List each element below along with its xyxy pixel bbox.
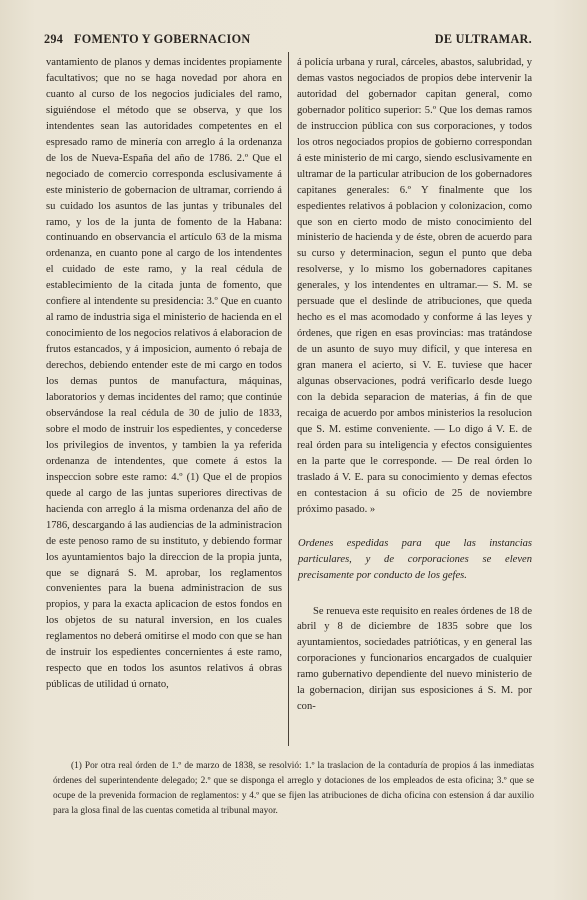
footnote-text: (1) Por otra real órden de 1.º de marzo de 1838, se resolvió: 1.º la traslacion de la contaduría de propios á las inmediatas órdenes del superintendente delegado; 2.º que se disponga el arreglo y dotaciones de los empleados de esta oficina; 3.º que se ocupe de la prevenida formacion de reglamentos: y 4.º que se fijen las atribuciones de dicha oficina con estension á dar auxilio para la glosa final de las cuentas cometida al tribunal mayor. [53, 761, 534, 817]
page-number: 294 [44, 32, 64, 46]
right-column-text: á policía urbana y rural, cárceles, abastos, salubridad, y demas vastos negociados de propios debe intervenir la autoridad del gobernador capitan general, como gobernador político superior: 5.º Que los demas ramos de instruccion pública con sus corporaciones, y todos los otros negociados propios de gobierno correspondan á este ministerio de mi cargo, siendo esclusivamente en ultramar de la particular atribucion de los gobernadores capitanes generales: 6.º Y finalmente que los espedientes relativos á poblacion y colonizacion, como que son en cierto modo de misto conocimiento del ministerio de hacienda y de éste, obren de acuerdo para su curso y determinacion, segun el punto que deba resolverse, y lo mismo los gobernadores capitanes generales, y los intendentes en ultramar.— S. M. se persuade que el deslinde de atribuciones, que queda hecho es el mas acomodado y conforme á las leyes y órdenes, que rigen en esas provincias: mas tratándose de un asunto de suyo muy difícil, y que interesa en gran manera el acierto, si V. E. tuviese que hacer algunas observaciones, podrá verificarlo desde luego con la debida separacion de materias, á fin de que recaiga de acuerdo por ambos ministerios la resolucion que S. M. estime conveniente. — Lo digo á V. E. de real órden para su inteligencia y efectos consiguientes en la parte que le corresponde. — De real órden lo traslado á V. E. para su conocimiento y demas efectos en contestacion á su oficio de 25 de noviembre próximo pasado. » [297, 57, 532, 515]
column-divider [288, 52, 289, 746]
running-title-left: FOMENTO Y GOBERNACION [74, 32, 251, 46]
right-column [297, 55, 532, 745]
footnotes [53, 759, 534, 819]
section-title: Ordenes espedidas para que las instancias particulares, y de corporaciones se eleven precisamente por conducto de los gefes. [298, 537, 532, 581]
left-column [46, 55, 282, 747]
left-column-text: vantamiento de planos y demas incidentes propiamente facultativos; que no se haga novedad por ahora en cuanto al curso de los negocios judiciales del ramo, siguiéndose el método que se observa, y que los intendentes sean las autoridades competentes en el espresado ramo de minería con arreglo á la ordenanza de los de Nueva-España del año de 1786. 2.º Que el negociado de comercio corresponda esclusivamente á este ministerio de gobernacion de ultramar, corriendo á su cuidado los asuntos de las juntas y tribunales del ramo, y los de la junta de fomento de la Habana: continuando en observancia el artículo 63 de la misma ordenanza, en cuanto pone al cargo de los intendentes el cuidado de este ramo, y la real cédula de establecimiento de la citada junta de fomento, que confiere al intendente su presidencia: 3.º Que en cuanto al ramo de industria siga el ministerio de hacienda en el conocimiento de los negocios relativos á elaboracion de frutos estancados, y á imposicion, aumento ó rebaja de derechos, debiendo entender este de mi cargo en todos los demas puntos de manufactura, máquinas, laboratorios y demas incidentes del ramo; que continúe observándose la real cédula de 30 de julio de 1833, sobre el modo de instruir los espedientes, y concederse los privilegios de inventos, y tambien la ya referida ordenanza de intendentes, que comete á estos la inspeccion sobre este ramo: 4.º (1) Que el de propios quede al cargo de las juntas superiores directivas de hacienda con arreglo á la misma ordenanza del año de 1786, descargando á las audiencias de la administracion de este penoso ramo de su instituto, y debiendo formar los ayuntamientos bajo la direccion de la propia junta, que se dignará S. M. aprobar, los reglamentos convenientes para la buena administracion de sus propios, y para la exacta aplicacion de estos fondos en los objetos de su natural inversion, en los cuales reglamentos no deberá omitirse el modo con que se han de instruir los espedientes concernientes á este ramo, respecto que en todos los asuntos relativos á obras públicas de utilidad ú ornato, [46, 57, 282, 691]
running-header [44, 32, 562, 50]
running-title-right: DE ULTRAMAR. [434, 32, 532, 46]
section-paragraph: Se renueva este requisito en reales órdenes de 18 de abril y 8 de diciembre de 1835 sobre que los ayuntamientos, sociedades patrióticas, y en general las corporaciones y funcionarios encargados de cualquier ramo gubernativo dependiente del nuevo ministerio de la gobernacion, dirijan sus esposiciones á S. M. por con- [297, 605, 532, 713]
